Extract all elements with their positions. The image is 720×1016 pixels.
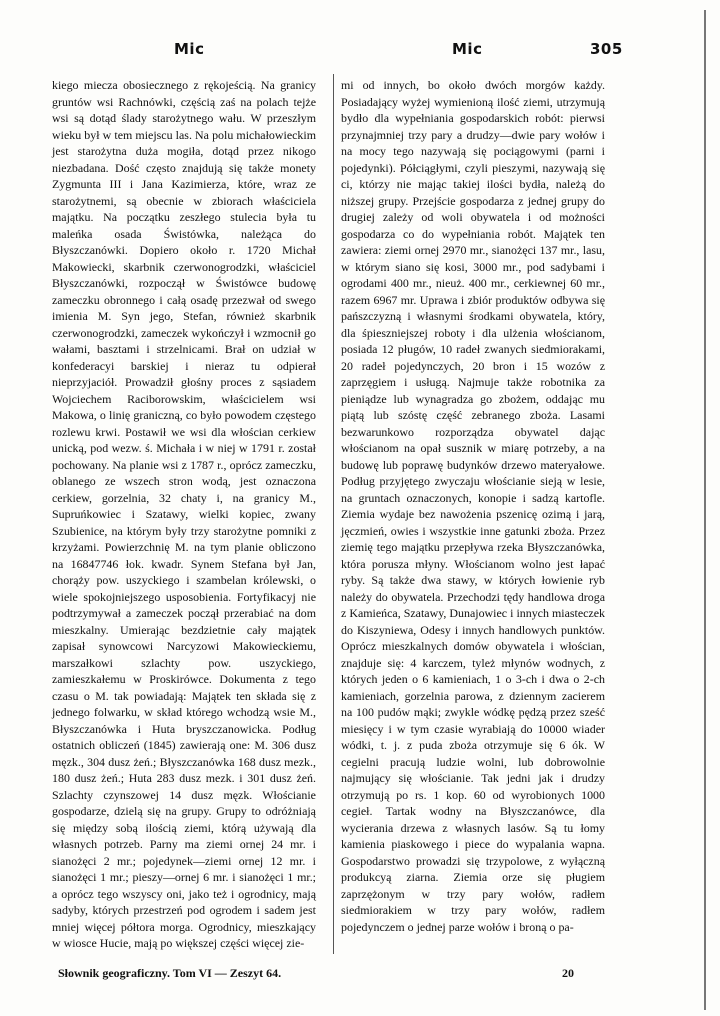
footer-publication: Słownik geograficzny. Tom VI — Zeszyt 64. <box>58 966 282 980</box>
running-head-left: Mic <box>174 40 205 58</box>
footer-signature-number: 20 <box>562 966 574 980</box>
text-column-right: mi od innych, bo około dwóch morgów każdy. Posiadający wyżej wymienioną ilość ziemi, utrzymują bydło dla wypełniania gospodarskich robót: pierwsi przynajmniej trzy pary a drudzy—dwie pary wołów i na mocy tego nazywają się pociągowymi (parni i pojedynki). Półciągłymi, czyli pieszymi, nazywają się ci, którzy nie mając takiej ilości bydła, należą do niższej grupy. Przejście gospodarza z jednej grupy do drugiej zależy od woli obywatela i od możności gospodarza co do wypełniania robót. Majątek ten zawiera: ziemi ornej 2970 mr., sianożęci 137 mr., lasu, w którym siano się kosi, 3000 mr., pod sadybami i ogrodami 400 mr., nieuż. 400 mr., cerkiewnej 60 mr., razem 6967 mr. Uprawa i zbiór produktów odbywa się pańszczyzną i własnymi środkami obywatela, który, dla śpieszniejszej roboty i dla ulżenia włościanom, posiada 12 pługów, 10 radeł zwanych siedmiorakami, 20 radeł pojedynczych, 20 bron i 15 wozów z zaprzęgiem i usługą. Najmuje także robotnika za pieniądze lub wynagradza go zbożem, oddając mu piątą lub szóstę część zebranego zboża. Lasami bezwarunkowo rozporządza obywatel dając włościanom na opał susznik w miarę potrzeby, a na budowę lub poprawę budynków drzewo materyałowe. Podług przyjętego zwyczaju włościanie sieją w lesie, na gruntach oznaczonych, konopie i sadzą kartofle. Ziemia wydaje bez nawożenia pszenicę ozimą i jarą, jęczmień, owies i wszystkie inne gatunki zboża. Przez ziemię tego majątku przepływa rzeka Błyszczanówka, która porusza młyny. Włościanom wolno jest łapać ryby. Są także dwa stawy, w których łowienie ryb należy do obywatela. Przechodzi tędy handlowa droga z Kamieńca, Szatawy, Dunajowiec i innych miasteczek do Kiszyniewa, Odesy i innych handlowych punktów. Oprócz mieszkalnych domów obywatela i włościan, znajduje się: 4 karczem, tyleż młynów wodnych, z których jeden o 6 kamieniach, 1 o 3-ch i dwa o 2-ch kamieniach, gorzelnia parowa, z dziennym zacierem na 100 pudów mąki; zwykle wódkę pędzą przez sześć miesięcy i w tym czasie wyrabiają do 10000 wiader wódki, t. j. z puda zboża otrzymuje się 6 ók. W cegielni pracują ludzie wolni, lub dobrowolnie najmujący się włościanie. Tak jedni jak i drudzy otrzymują po rs. 1 kop. 60 od wyrobionych 1000 cegieł. Tartak wodny na Błyszczanówce, dla wycierania drzewa z własnych lasów. Są tu łomy kamienia piaskowego i piece do wypalania wapna. Gospodarstwo prowadzi się trzypolowe, z wyłączną produkcyą ziarna. Ziemia orze się pługiem zaprzężonym w trzy pary wołów, radłem siedmiorakiem w trzy pary wołów, radłem pojedynczem o jednej parze wołów i broną o pa- <box>341 78 605 934</box>
page-number: 305 <box>590 40 623 58</box>
text-column-left: kiego miecza obosiecznego z rękojeścią. Na granicy gruntów wsi Rachnówki, częścią zaś na polach tejże wsi są dotąd ślady starożytnego wału. W przeszłym wieku był w tem miejscu las. Na polu michałowieckim jest starożytna duża mogiła, dotąd przez nikogo niezbadana. Dość często znajdują się także monety Zygmunta III i Jana Kazimierza, które, wraz ze starożytnemi, są obecnie w zbiorach właściciela majątku. Na początku zeszłego stulecia była tu maleńka osada Świstówka, należąca do Błyszczanówki. Dopiero około r. 1720 Michał Makowiecki, skarbnik czerwonogrodzki, właściciel Błyszczanówki, rozpoczął w Świstówce budowę zameczku obronnego i całą osadę przezwał od swego imienia M. Syn jego, Stefan, również skarbnik czerwonogrodzki, zameczek wykończył i wzmocnił go wałami, basztami i strzelnicami. Brał on udział w konfederacyi barskiej i nieraz tu odpierał nieprzyjaciół. Prowadził głośny proces z sąsiadem Wojciechem Raciborowskim, właścicielem wsi Makowa, o linię graniczną, co było powodem częstego rozlewu krwi. Postawił we wsi dla włościan cerkiew unicką, pod wezw. ś. Michała i w niej w 1791 r. został pochowany. Na planie wsi z 1787 r., oprócz zameczku, oblanego ze wszech stron wodą, jest oznaczona cerkiew, gorzelnia, 32 chaty i, na granicy M., Supruńkowiec i Szatawy, wielki kopiec, zwany Szubienice, na którym były trzy starożytne pomniki z krzyżami. Powierzchnię M. na tym planie obliczono na 16847746 łok. kwadr. Synem Stefana był Jan, chorąży pow. uszyckiego i szambelan królewski, o wiele spokojniejszego usposobienia. Fortyfikacyj nie podtrzymywał a zameczek począł przerabiać na dom mieszkalny. Umierając bezdzietnie cały majątek zapisał synowcowi Narcyzowi Makowieckiemu, marszałkowi szlachty pow. uszyckiego, zamieszkałemu w Proskirówce. Dokumenta z tego czasu o M. tak powiadają: Majątek ten składa się z jednego folwarku, w skład którego wchodzą wsie M., Błyszczanówka i Huta bryszczanowicka. Podług ostatnich obliczeń (1845) zawierają one: M. 306 dusz męzk., 304 dusz żeń.; Błyszczanówka 168 dusz mezk., 180 dusz żeń.; Huta 283 dusz mezk. i 301 dusz żeń. Szlachty czynszowej 14 dusz męzk. Włościanie gospodarze, dzielą się na grupy. Grupy to odróżniają się między sobą ilością ziemi, którą używają dla własnych potrzeb. Parny ma ziemi ornej 24 mr. i sianożęci 2 mr.; pojedynek—ziemi ornej 12 mr. i sianożęci 1 mr.; pieszy—ornej 6 mr. i sianożęci 1 mr.; a oprócz tego wszyscy oni, jako też i ogrodnicy, mają sadyby, których przestrzeń pod ogrodem i sadem jest mniej więcej półtora morga. Ogrodnicy, mieszkający w wiosce Hucie, mają po większej części więcej zie- <box>52 78 316 950</box>
column-divider <box>333 74 334 954</box>
running-head-right: Mic <box>452 40 483 58</box>
page-edge-line <box>704 10 706 1010</box>
